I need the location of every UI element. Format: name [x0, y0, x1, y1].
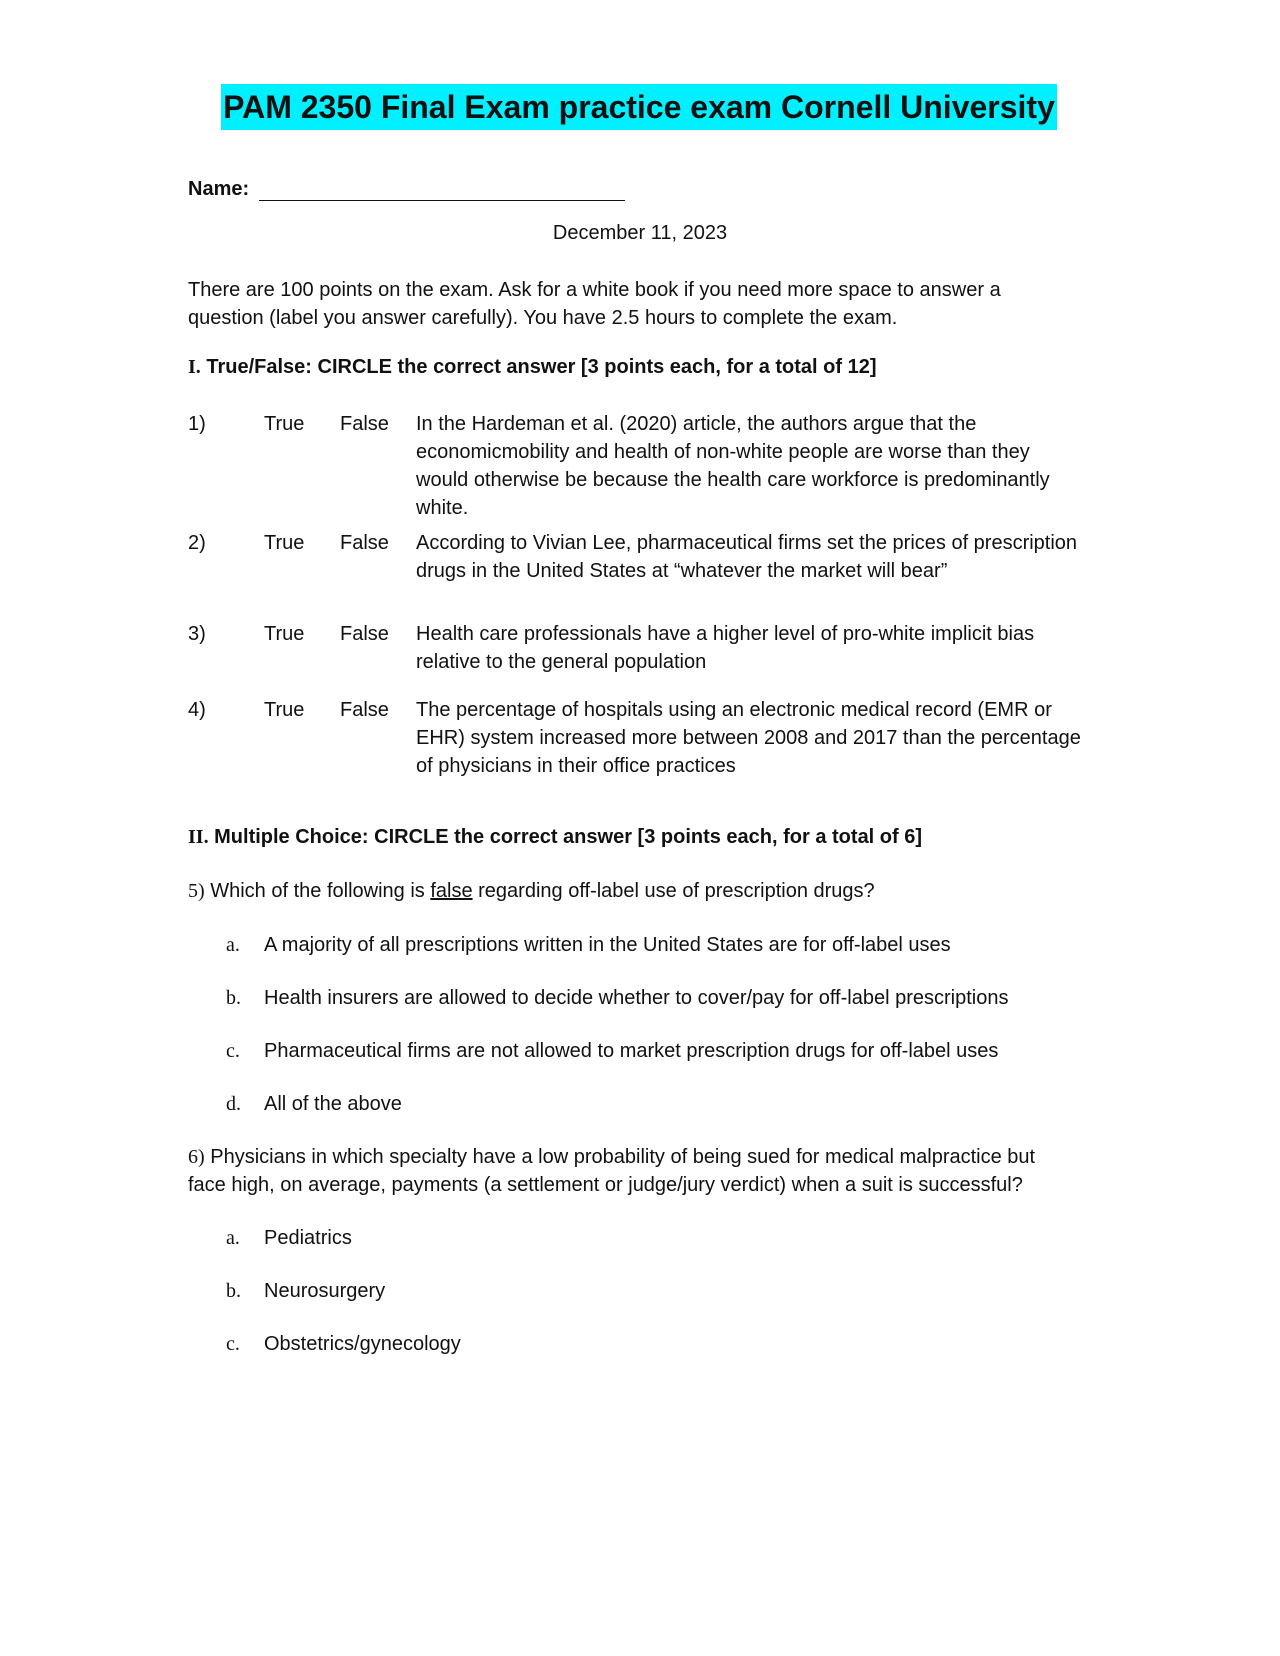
option-text: Pediatrics: [264, 1227, 352, 1249]
question-number: 1): [188, 413, 206, 435]
question-text-post: regarding off-label use of prescription drugs?: [472, 880, 875, 902]
question-number: 5): [188, 880, 205, 902]
section-1-roman: I.: [188, 356, 201, 378]
name-row: [188, 178, 625, 201]
q5-option-d[interactable]: [226, 1090, 402, 1118]
exam-date: December 11, 2023: [552, 222, 728, 244]
question-text: Health care professionals have a higher level of pro-white implicit bias relative to the general population: [416, 623, 1035, 673]
intro-paragraph: [188, 276, 1088, 332]
option-letter: b.: [226, 987, 241, 1009]
q5-option-b[interactable]: [226, 984, 1008, 1012]
section-2-roman: II.: [188, 826, 209, 848]
question-underlined-word: false: [430, 880, 473, 902]
false-option[interactable]: False: [340, 532, 389, 554]
page-title: PAM 2350 Final Exam practice exam Cornell University: [221, 84, 1057, 130]
question-text: In the Hardeman et al. (2020) article, the authors argue that the economicmobility and health of non-white people are worse than they would otherwise be because the health care workforce is predominantly white.: [416, 413, 1050, 519]
question-number: 6): [188, 1146, 205, 1168]
section-1-heading: [188, 356, 877, 379]
question-text: The percentage of hospitals using an electronic medical record (EMR or EHR) system increased more between 2008 and 2017 than the percentage of physicians in their office practices: [416, 699, 1081, 777]
true-option[interactable]: True: [264, 623, 305, 645]
false-option[interactable]: False: [340, 413, 389, 435]
mc-question-6: [188, 1143, 1098, 1199]
q6-option-c[interactable]: [226, 1330, 461, 1358]
section-2-heading-text: Multiple Choice: CIRCLE the correct answer [3 points each, for a total of 6]: [208, 826, 923, 848]
true-option[interactable]: True: [264, 532, 305, 554]
option-text: Obstetrics/gynecology: [264, 1333, 461, 1355]
q6-option-a[interactable]: [226, 1224, 352, 1252]
option-text: All of the above: [264, 1093, 402, 1115]
question-number: 2): [188, 532, 206, 554]
true-option[interactable]: True: [264, 699, 305, 721]
name-blank-line[interactable]: [259, 180, 625, 201]
mc-question-5: [188, 877, 1098, 905]
option-text: Health insurers are allowed to decide whether to cover/pay for off-label prescriptions: [264, 987, 1009, 1009]
question-number: 3): [188, 623, 206, 645]
option-letter: d.: [226, 1093, 241, 1115]
intro-line-1: There are 100 points on the exam. Ask for a white book if you need more space to answer a: [188, 279, 1001, 301]
option-text: Pharmaceutical firms are not allowed to market prescription drugs for off-label uses: [264, 1040, 999, 1062]
question-text: According to Vivian Lee, pharmaceutical firms set the prices of prescription drugs in the United States at “whatever the market will bear”: [416, 532, 1078, 582]
intro-line-2: question (label you answer carefully). You have 2.5 hours to complete the exam.: [188, 307, 898, 329]
false-option[interactable]: False: [340, 623, 389, 645]
section-2-heading: [188, 826, 922, 849]
title-wrap: [0, 84, 1280, 130]
option-letter: a.: [226, 1227, 240, 1249]
option-letter: c.: [226, 1040, 240, 1062]
section-1-heading-text: True/False: CIRCLE the correct answer [3 points each, for a total of 12]: [200, 356, 877, 378]
option-letter: b.: [226, 1280, 241, 1302]
q5-option-a[interactable]: [226, 931, 951, 959]
option-letter: c.: [226, 1333, 240, 1355]
false-option[interactable]: False: [340, 699, 389, 721]
q6-option-b[interactable]: [226, 1277, 385, 1305]
option-letter: a.: [226, 934, 240, 956]
option-text: Neurosurgery: [264, 1280, 386, 1302]
option-text: A majority of all prescriptions written in the United States are for off-label uses: [264, 934, 951, 956]
question-text-pre: Which of the following is: [204, 880, 431, 902]
question-text-line-1: Physicians in which specialty have a low probability of being sued for medical malpractice but: [204, 1146, 1036, 1168]
question-text-line-2: face high, on average, payments (a settlement or judge/jury verdict) when a suit is successful?: [188, 1174, 1023, 1196]
q5-option-c[interactable]: [226, 1037, 998, 1065]
name-label: Name:: [188, 178, 250, 200]
question-number: 4): [188, 699, 206, 721]
true-option[interactable]: True: [264, 413, 305, 435]
